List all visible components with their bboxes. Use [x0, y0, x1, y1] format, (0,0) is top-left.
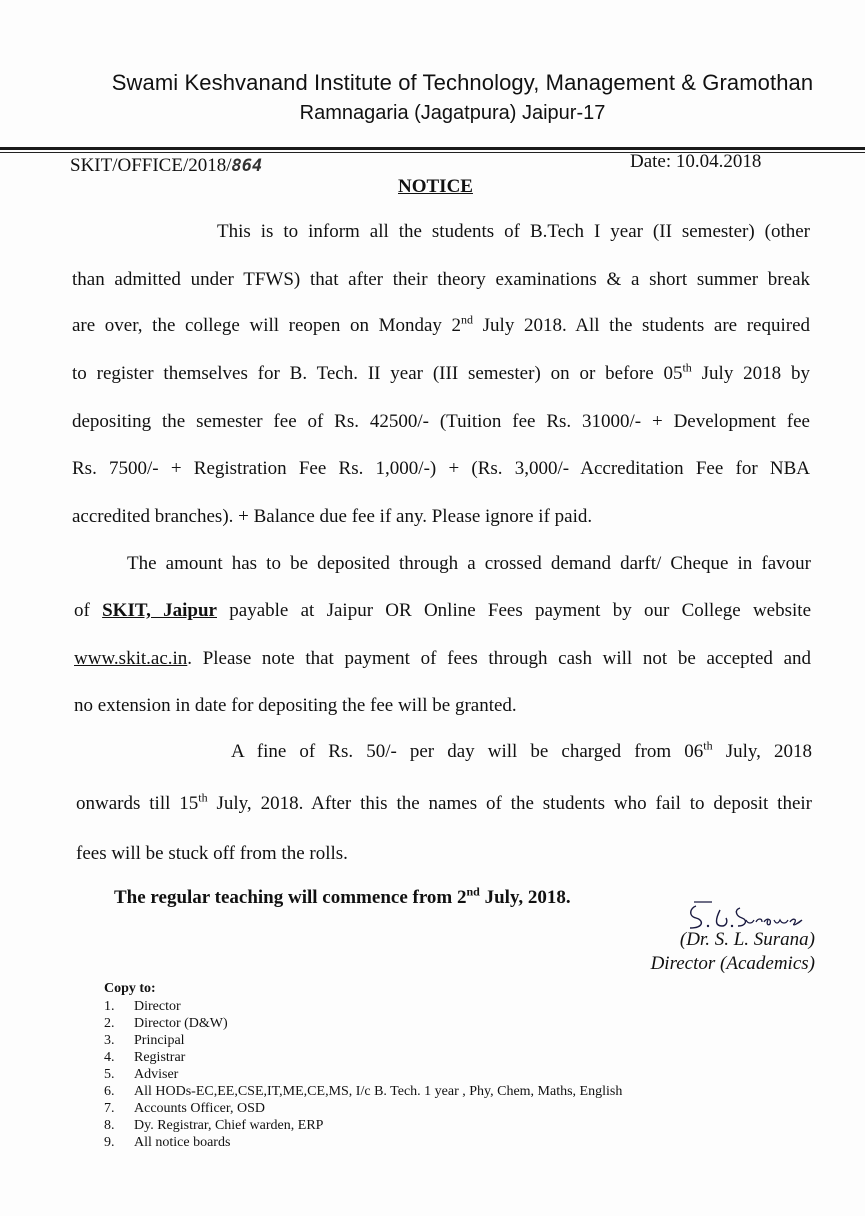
signatory-designation: Director (Academics)	[650, 953, 815, 974]
reference-number	[70, 155, 262, 177]
header-divider	[0, 147, 865, 150]
para1-line4: to register themselves for B. Tech. II year (III semester) on or before 05th July 2018 by	[72, 360, 810, 384]
copy-to-item: 9. All notice boards	[104, 1135, 231, 1150]
para2-line1: The amount has to be deposited through a crossed demand darft/ Cheque in favour	[127, 553, 811, 574]
para1-line5: depositing the semester fee of Rs. 42500/- (Tuition fee Rs. 31000/- + Development fee	[72, 411, 810, 432]
copy-to-item: 3. Principal	[104, 1033, 185, 1048]
reference-printed: SKIT/OFFICE/2018/	[70, 155, 232, 176]
para3-line3: fees will be stuck off from the rolls.	[76, 843, 348, 864]
para1-line2: than admitted under TFWS) that after their theory examinations & a short summer break	[72, 269, 810, 290]
para2-line3: www.skit.ac.in. Please note that payment of fees through cash will not be accepted and	[74, 648, 811, 669]
institute-address: Ramnagaria (Jagatpura) Jaipur-17	[299, 102, 606, 124]
para3-line1: A fine of Rs. 50/- per day will be charged from 06th July, 2018	[231, 738, 812, 762]
notice-title: NOTICE	[398, 176, 473, 197]
copy-to-list	[104, 998, 622, 1151]
para1-line1: This is to inform all the students of B.Tech I year (II semester) (other	[217, 221, 810, 242]
para1-line6: Rs. 7500/- + Registration Fee Rs. 1,000/-) + (Rs. 3,000/- Accreditation Fee for NBA	[72, 458, 810, 479]
copy-to-item: 7. Accounts Officer, OSD	[104, 1101, 265, 1116]
notice-date: Date: 10.04.2018	[630, 151, 762, 172]
para2-line4: no extension in date for depositing the fee will be granted.	[74, 695, 517, 716]
copy-to-item: 2. Director (D&W)	[104, 1016, 228, 1031]
copy-to-item: 8. Dy. Registrar, Chief warden, ERP	[104, 1118, 324, 1133]
reference-handwritten: 864	[231, 156, 263, 176]
copy-to-item: 1. Director	[104, 999, 181, 1014]
para3-line2: onwards till 15th July, 2018. After this the names of the students who fail to deposit their	[76, 790, 812, 814]
copy-to-item: 6. All HODs-EC,EE,CSE,IT,ME,CE,MS, I/c B. Tech. 1 year , Phy, Chem, Maths, English	[104, 1084, 623, 1099]
copy-to-heading: Copy to:	[104, 981, 156, 996]
copy-to-item: 5. Adviser	[104, 1067, 179, 1082]
para1-line3: are over, the college will reopen on Monday 2nd July 2018. All the students are required	[72, 312, 811, 336]
signatory-name: (Dr. S. L. Surana)	[679, 929, 815, 950]
para1-line7: accredited branches). + Balance due fee if any. Please ignore if paid.	[72, 506, 593, 527]
college-website-link[interactable]: www.skit.ac.in	[74, 648, 188, 669]
institute-name: Swami Keshvanand Institute of Technology, Management & Gramothan	[111, 70, 814, 95]
para2-line2: of SKIT, Jaipur payable at Jaipur OR Online Fees payment by our College website	[74, 600, 812, 621]
closing-statement: The regular teaching will commence from 2nd July, 2018.	[114, 884, 571, 908]
copy-to-item: 4. Registrar	[104, 1050, 186, 1065]
payee-name: SKIT, Jaipur	[102, 600, 217, 621]
